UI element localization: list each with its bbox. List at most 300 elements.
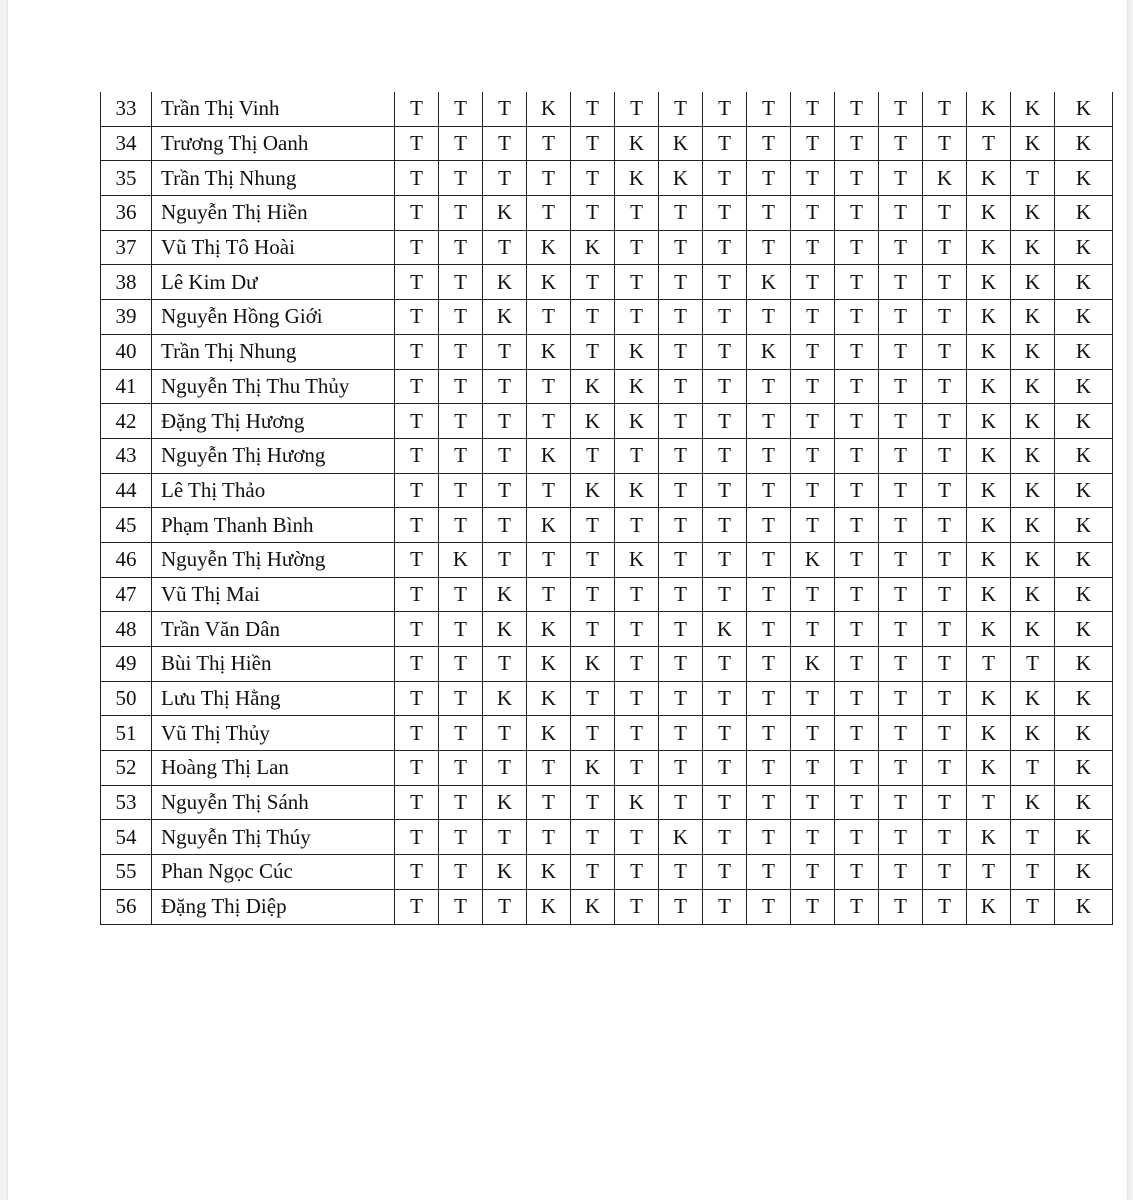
grade-cell: T [879, 230, 923, 265]
row-number: 51 [101, 716, 152, 751]
grade-cell: T [483, 334, 527, 369]
grade-cell: T [835, 820, 879, 855]
grade-cell: T [395, 126, 439, 161]
table-row [101, 404, 1113, 439]
grade-cell: T [835, 542, 879, 577]
row-number: 55 [101, 855, 152, 890]
grade-cell: K [571, 404, 615, 439]
grade-cell: T [527, 369, 571, 404]
grade-cell: T [747, 751, 791, 786]
grade-cell: T [395, 265, 439, 300]
person-name: Vũ Thị Thủy [152, 716, 395, 751]
grade-cell: T [791, 126, 835, 161]
grade-cell: T [615, 438, 659, 473]
grade-cell: T [703, 265, 747, 300]
grade-cell: T [835, 126, 879, 161]
grade-cell: T [791, 92, 835, 126]
grade-cell: T [791, 473, 835, 508]
grade-cell: K [1055, 126, 1113, 161]
grade-cell: K [527, 716, 571, 751]
grade-cell: K [967, 369, 1011, 404]
grade-cell: T [747, 785, 791, 820]
grade-cell: T [527, 196, 571, 231]
grade-cell: T [791, 196, 835, 231]
grade-cell: K [967, 751, 1011, 786]
grade-cell: T [703, 855, 747, 890]
grade-cell: K [703, 612, 747, 647]
grade-cell: T [923, 785, 967, 820]
table-row [101, 438, 1113, 473]
grade-cell: T [571, 196, 615, 231]
grade-cell: K [1011, 785, 1055, 820]
grade-cell: T [703, 716, 747, 751]
grade-cell: T [659, 855, 703, 890]
grade-cell: K [615, 473, 659, 508]
person-name: Vũ Thị Tô Hoài [152, 230, 395, 265]
grade-cell: T [395, 612, 439, 647]
grade-cell: K [527, 612, 571, 647]
grade-cell: T [615, 681, 659, 716]
row-number: 47 [101, 577, 152, 612]
grade-cell: K [1011, 681, 1055, 716]
person-name: Trương Thị Oanh [152, 126, 395, 161]
grade-cell: T [747, 438, 791, 473]
grade-cell: T [659, 751, 703, 786]
document-page [8, 0, 1127, 1200]
grade-cell: T [923, 473, 967, 508]
grade-cell: K [967, 681, 1011, 716]
grade-cell: T [483, 369, 527, 404]
grade-cell: T [747, 196, 791, 231]
grade-cell: K [527, 438, 571, 473]
grade-cell: K [967, 230, 1011, 265]
grade-cell: K [527, 681, 571, 716]
grade-cell: T [439, 577, 483, 612]
grade-cell: K [615, 126, 659, 161]
grade-cell: T [879, 161, 923, 196]
table-row [101, 300, 1113, 335]
person-name: Bùi Thị Hiền [152, 647, 395, 682]
table-row [101, 92, 1113, 126]
row-number: 39 [101, 300, 152, 335]
grade-cell: K [791, 542, 835, 577]
person-name: Lưu Thị Hằng [152, 681, 395, 716]
grade-cell: T [395, 855, 439, 890]
grade-cell: T [703, 647, 747, 682]
grade-cell: T [967, 785, 1011, 820]
grade-cell: K [967, 473, 1011, 508]
grade-cell: T [923, 369, 967, 404]
grade-cell: T [703, 751, 747, 786]
grade-cell: T [527, 473, 571, 508]
grade-cell: T [703, 577, 747, 612]
grade-cell: T [659, 647, 703, 682]
grade-cell: T [395, 404, 439, 439]
grade-cell: K [1055, 542, 1113, 577]
grade-cell: T [571, 508, 615, 543]
grade-cell: T [483, 716, 527, 751]
grade-cell: T [923, 92, 967, 126]
grade-cell: T [615, 508, 659, 543]
grade-cell: T [615, 196, 659, 231]
person-name: Nguyễn Hồng Giới [152, 300, 395, 335]
grade-cell: T [923, 265, 967, 300]
grade-cell: T [439, 508, 483, 543]
grade-cell: T [439, 230, 483, 265]
row-number: 50 [101, 681, 152, 716]
grade-cell: T [835, 612, 879, 647]
grade-cell: T [879, 820, 923, 855]
grade-cell: T [395, 369, 439, 404]
grade-cell: T [483, 820, 527, 855]
grade-cell: T [527, 785, 571, 820]
grade-cell: T [659, 92, 703, 126]
table-row [101, 681, 1113, 716]
grade-cell: K [1055, 577, 1113, 612]
grade-cell: T [923, 542, 967, 577]
grade-cell: T [395, 785, 439, 820]
grade-cell: K [527, 265, 571, 300]
grade-cell: K [923, 161, 967, 196]
grade-cell: K [1011, 92, 1055, 126]
grade-cell: T [703, 196, 747, 231]
grade-cell: T [395, 230, 439, 265]
score-table [100, 92, 1113, 925]
person-name: Nguyễn Thị Hường [152, 542, 395, 577]
grade-cell: T [439, 785, 483, 820]
grade-cell: T [967, 647, 1011, 682]
grade-cell: T [923, 751, 967, 786]
grade-cell: T [879, 438, 923, 473]
grade-cell: T [879, 716, 923, 751]
grade-cell: T [659, 542, 703, 577]
row-number: 52 [101, 751, 152, 786]
grade-cell: T [659, 473, 703, 508]
table-row [101, 542, 1113, 577]
grade-cell: K [439, 542, 483, 577]
grade-cell: K [483, 612, 527, 647]
grade-cell: T [791, 265, 835, 300]
person-name: Trần Văn Dân [152, 612, 395, 647]
grade-cell: T [483, 126, 527, 161]
grade-cell: T [791, 300, 835, 335]
grade-cell: T [747, 716, 791, 751]
grade-cell: K [967, 300, 1011, 335]
grade-cell: T [791, 855, 835, 890]
grade-cell: T [483, 647, 527, 682]
grade-cell: K [967, 612, 1011, 647]
grade-cell: T [439, 820, 483, 855]
grade-cell: T [835, 230, 879, 265]
grade-cell: T [571, 542, 615, 577]
grade-cell: T [791, 369, 835, 404]
grade-cell: T [703, 369, 747, 404]
grade-cell: T [703, 785, 747, 820]
grade-cell: T [791, 681, 835, 716]
table-row [101, 820, 1113, 855]
grade-cell: K [571, 230, 615, 265]
grade-cell: T [879, 542, 923, 577]
grade-cell: T [923, 196, 967, 231]
grade-cell: T [483, 889, 527, 924]
grade-cell: T [439, 334, 483, 369]
grade-cell: T [439, 369, 483, 404]
grade-cell: K [1055, 716, 1113, 751]
person-name: Nguyễn Thị Thúy [152, 820, 395, 855]
grade-cell: T [747, 508, 791, 543]
grade-cell: T [483, 161, 527, 196]
grade-cell: T [747, 889, 791, 924]
grade-cell: T [659, 716, 703, 751]
table-row [101, 230, 1113, 265]
grade-cell: T [923, 612, 967, 647]
grade-cell: T [571, 681, 615, 716]
grade-cell: K [1055, 889, 1113, 924]
grade-cell: T [791, 612, 835, 647]
grade-cell: T [439, 161, 483, 196]
grade-cell: T [1011, 161, 1055, 196]
grade-cell: T [835, 300, 879, 335]
row-number: 49 [101, 647, 152, 682]
grade-cell: T [483, 92, 527, 126]
grade-cell: T [747, 230, 791, 265]
person-name: Hoàng Thị Lan [152, 751, 395, 786]
grade-cell: K [483, 196, 527, 231]
grade-cell: T [659, 889, 703, 924]
grade-cell: T [923, 404, 967, 439]
grade-cell: T [879, 126, 923, 161]
table-row [101, 612, 1113, 647]
grade-cell: T [835, 265, 879, 300]
grade-cell: T [835, 508, 879, 543]
grade-cell: T [835, 855, 879, 890]
grade-cell: K [967, 92, 1011, 126]
grade-cell: T [615, 647, 659, 682]
grade-cell: T [439, 855, 483, 890]
grade-cell: K [967, 438, 1011, 473]
grade-cell: T [747, 92, 791, 126]
grade-cell: K [1055, 785, 1113, 820]
row-number: 45 [101, 508, 152, 543]
table-row [101, 889, 1113, 924]
grade-cell: T [439, 265, 483, 300]
grade-cell: T [439, 196, 483, 231]
grade-cell: T [879, 334, 923, 369]
grade-cell: K [1055, 230, 1113, 265]
grade-cell: T [703, 473, 747, 508]
grade-cell: K [1055, 855, 1113, 890]
grade-cell: K [527, 230, 571, 265]
row-number: 46 [101, 542, 152, 577]
row-number: 42 [101, 404, 152, 439]
grade-cell: K [1055, 647, 1113, 682]
person-name: Đặng Thị Diệp [152, 889, 395, 924]
grade-cell: K [1011, 265, 1055, 300]
grade-cell: T [615, 92, 659, 126]
row-number: 35 [101, 161, 152, 196]
row-number: 41 [101, 369, 152, 404]
grade-cell: T [571, 820, 615, 855]
grade-cell: T [791, 577, 835, 612]
grade-cell: T [395, 681, 439, 716]
grade-cell: T [527, 542, 571, 577]
grade-cell: T [923, 681, 967, 716]
grade-cell: T [527, 820, 571, 855]
grade-cell: T [703, 820, 747, 855]
grade-cell: K [1011, 716, 1055, 751]
grade-cell: T [527, 751, 571, 786]
grade-cell: T [659, 508, 703, 543]
grade-cell: T [835, 92, 879, 126]
grade-cell: K [483, 577, 527, 612]
grade-cell: T [791, 820, 835, 855]
grade-cell: T [879, 647, 923, 682]
grade-cell: T [615, 820, 659, 855]
grade-cell: T [923, 334, 967, 369]
grade-cell: K [747, 265, 791, 300]
grade-cell: K [527, 855, 571, 890]
grade-cell: K [1055, 369, 1113, 404]
grade-cell: T [659, 612, 703, 647]
grade-cell: K [1055, 820, 1113, 855]
grade-cell: K [967, 196, 1011, 231]
grade-cell: T [395, 647, 439, 682]
grade-cell: K [1011, 126, 1055, 161]
grade-cell: K [527, 334, 571, 369]
grade-cell: T [571, 716, 615, 751]
row-number: 48 [101, 612, 152, 647]
grade-cell: K [571, 473, 615, 508]
row-number: 37 [101, 230, 152, 265]
grade-cell: K [615, 369, 659, 404]
grade-cell: T [791, 785, 835, 820]
person-name: Phan Ngọc Cúc [152, 855, 395, 890]
grade-cell: T [395, 577, 439, 612]
row-number: 56 [101, 889, 152, 924]
grade-cell: T [791, 404, 835, 439]
grade-cell: T [747, 369, 791, 404]
grade-cell: K [747, 334, 791, 369]
grade-cell: T [615, 230, 659, 265]
grade-cell: T [659, 196, 703, 231]
grade-cell: T [703, 161, 747, 196]
grade-cell: T [923, 438, 967, 473]
grade-cell: T [879, 196, 923, 231]
grade-cell: T [879, 751, 923, 786]
grade-cell: T [439, 889, 483, 924]
grade-cell: T [439, 716, 483, 751]
grade-cell: T [527, 577, 571, 612]
row-number: 54 [101, 820, 152, 855]
grade-cell: T [571, 161, 615, 196]
grade-cell: T [659, 785, 703, 820]
grade-cell: T [923, 577, 967, 612]
grade-cell: T [527, 126, 571, 161]
grade-cell: T [439, 300, 483, 335]
grade-cell: T [747, 647, 791, 682]
grade-cell: T [615, 751, 659, 786]
table-row [101, 785, 1113, 820]
grade-cell: T [571, 92, 615, 126]
grade-cell: K [615, 785, 659, 820]
grade-cell: T [967, 126, 1011, 161]
grade-cell: T [395, 473, 439, 508]
grade-cell: K [1055, 92, 1113, 126]
grade-cell: K [1011, 473, 1055, 508]
grade-cell: K [1055, 196, 1113, 231]
grade-cell: K [1011, 404, 1055, 439]
grade-cell: K [1011, 196, 1055, 231]
table-row [101, 126, 1113, 161]
grade-cell: T [527, 404, 571, 439]
grade-cell: T [395, 161, 439, 196]
grade-cell: T [879, 300, 923, 335]
grade-cell: T [571, 612, 615, 647]
table-row [101, 577, 1113, 612]
grade-cell: K [483, 855, 527, 890]
grade-cell: T [483, 751, 527, 786]
grade-cell: K [1055, 438, 1113, 473]
grade-cell: T [835, 647, 879, 682]
grade-cell: T [571, 785, 615, 820]
grade-cell: T [571, 265, 615, 300]
grade-cell: K [1055, 161, 1113, 196]
grade-cell: T [879, 855, 923, 890]
grade-cell: T [879, 508, 923, 543]
grade-cell: T [483, 438, 527, 473]
person-name: Nguyễn Thị Thu Thủy [152, 369, 395, 404]
grade-cell: T [439, 438, 483, 473]
grade-cell: T [395, 438, 439, 473]
grade-cell: T [703, 542, 747, 577]
grade-cell: T [703, 230, 747, 265]
grade-cell: T [571, 438, 615, 473]
grade-cell: T [659, 230, 703, 265]
grade-cell: K [791, 647, 835, 682]
grade-cell: T [395, 196, 439, 231]
grade-cell: K [527, 92, 571, 126]
grade-cell: T [923, 716, 967, 751]
person-name: Trần Thị Nhung [152, 161, 395, 196]
grade-cell: T [703, 300, 747, 335]
grade-cell: T [395, 751, 439, 786]
grade-cell: T [747, 473, 791, 508]
grade-cell: T [879, 577, 923, 612]
grade-cell: T [879, 369, 923, 404]
grade-cell: T [791, 716, 835, 751]
grade-cell: K [1055, 334, 1113, 369]
table-row [101, 196, 1113, 231]
row-number: 44 [101, 473, 152, 508]
grade-cell: K [483, 681, 527, 716]
grade-cell: T [923, 820, 967, 855]
grade-cell: T [395, 542, 439, 577]
grade-cell: K [571, 369, 615, 404]
grade-cell: K [659, 820, 703, 855]
grade-cell: T [439, 404, 483, 439]
grade-cell: K [1055, 612, 1113, 647]
grade-cell: T [615, 577, 659, 612]
grade-cell: T [571, 334, 615, 369]
grade-cell: T [659, 438, 703, 473]
grade-cell: T [923, 230, 967, 265]
grade-cell: T [395, 820, 439, 855]
person-name: Nguyễn Thị Hiền [152, 196, 395, 231]
grade-cell: T [835, 334, 879, 369]
person-name: Nguyễn Thị Hương [152, 438, 395, 473]
row-number: 38 [101, 265, 152, 300]
grade-cell: T [395, 92, 439, 126]
